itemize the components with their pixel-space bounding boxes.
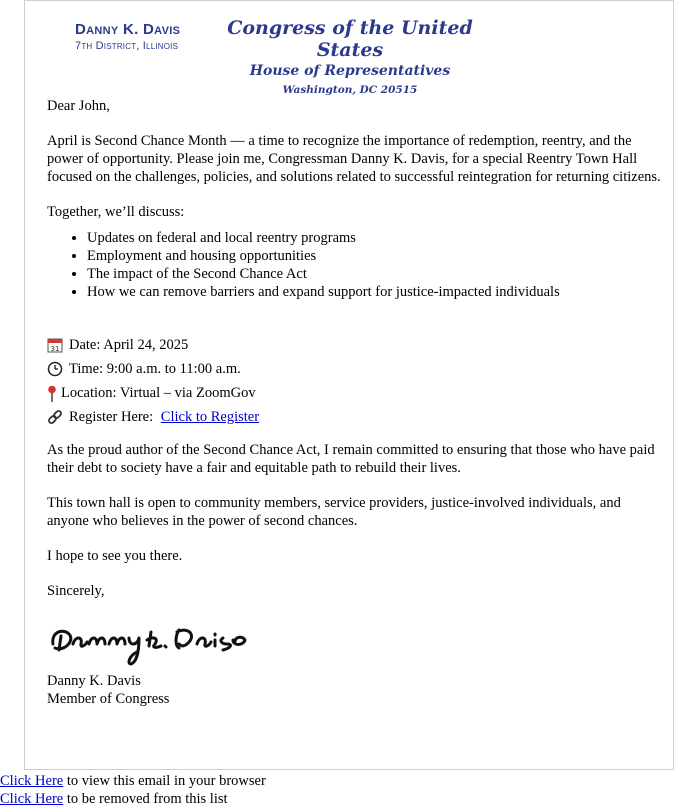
open-paragraph: This town hall is open to community members, service providers, justice-involved individuals, and anyone who believes in the power of second chances.: [47, 495, 621, 529]
discuss-lead: Together, we’ll discuss:: [47, 204, 185, 220]
view-in-browser-text: to view this email in your browser: [63, 773, 266, 789]
view-in-browser-line: [0, 772, 266, 790]
view-in-browser-link[interactable]: Click Here: [0, 773, 64, 789]
greeting: Dear John,: [47, 98, 110, 114]
register-label: Register Here:: [69, 409, 157, 425]
seal-line-address: Washington, DC 20515: [282, 84, 418, 96]
closing: Sincerely,: [47, 583, 105, 599]
letter-card: [24, 0, 674, 770]
event-location: [47, 381, 662, 405]
list-item: • How we can remove barriers and expand support for justice-impacted individuals: [87, 283, 662, 301]
seal-line-house: House of Representatives: [249, 63, 451, 79]
signature-image: [47, 606, 662, 666]
register-link[interactable]: Click to Register: [160, 409, 260, 425]
signer-title: Member of Congress: [47, 691, 170, 707]
calendar-icon: [47, 337, 63, 353]
event-time: [47, 357, 662, 381]
list-item: • Updates on federal and local reentry programs: [87, 229, 662, 247]
email-footer: [0, 772, 266, 808]
intro-paragraph: April is Second Chance Month — a time to recognize the importance of redemption, reentry, and the power of opportunity. Please join me, Congressman Danny K. Davis, for a special Reentry Town Hall focused on the challenges, policies, and solutions related to successful reintegration for returning citizens.: [47, 133, 661, 185]
unsubscribe-link[interactable]: Click Here: [0, 791, 64, 807]
link-icon: [47, 409, 63, 425]
clock-icon: [47, 361, 63, 377]
author-paragraph: As the proud author of the Second Chance Act, I remain committed to ensuring that those who have paid their debt to society have a fair and equitable path to rebuild their lives.: [47, 442, 655, 476]
hope-line: I hope to see you there.: [47, 548, 183, 564]
event-location-text: Location: Virtual – via ZoomGov: [61, 385, 256, 401]
pushpin-icon: [47, 385, 57, 401]
event-register: [47, 405, 662, 429]
topic-list: [47, 229, 662, 301]
calendar-icon-day: 31: [50, 345, 60, 353]
letterhead: [25, 1, 675, 96]
event-date-text: Date: April 24, 2025: [69, 337, 189, 353]
event-details: [47, 333, 662, 429]
representative-name: Danny K. Davis: [75, 21, 181, 38]
seal-line-congress: Congress of the United States: [227, 17, 473, 61]
unsubscribe-text: to be removed from this list: [63, 791, 228, 807]
list-item: • Employment and housing opportunities: [87, 247, 662, 265]
event-date: [47, 333, 662, 357]
representative-district: 7th District, Illinois: [75, 40, 179, 52]
list-item: • The impact of the Second Chance Act: [87, 265, 662, 283]
signer-name: Danny K. Davis: [47, 673, 141, 689]
letter-body: [47, 97, 662, 708]
congress-seal-text: [225, 17, 475, 99]
unsubscribe-line: [0, 790, 266, 808]
event-time-text: Time: 9:00 a.m. to 11:00 a.m.: [69, 361, 241, 377]
